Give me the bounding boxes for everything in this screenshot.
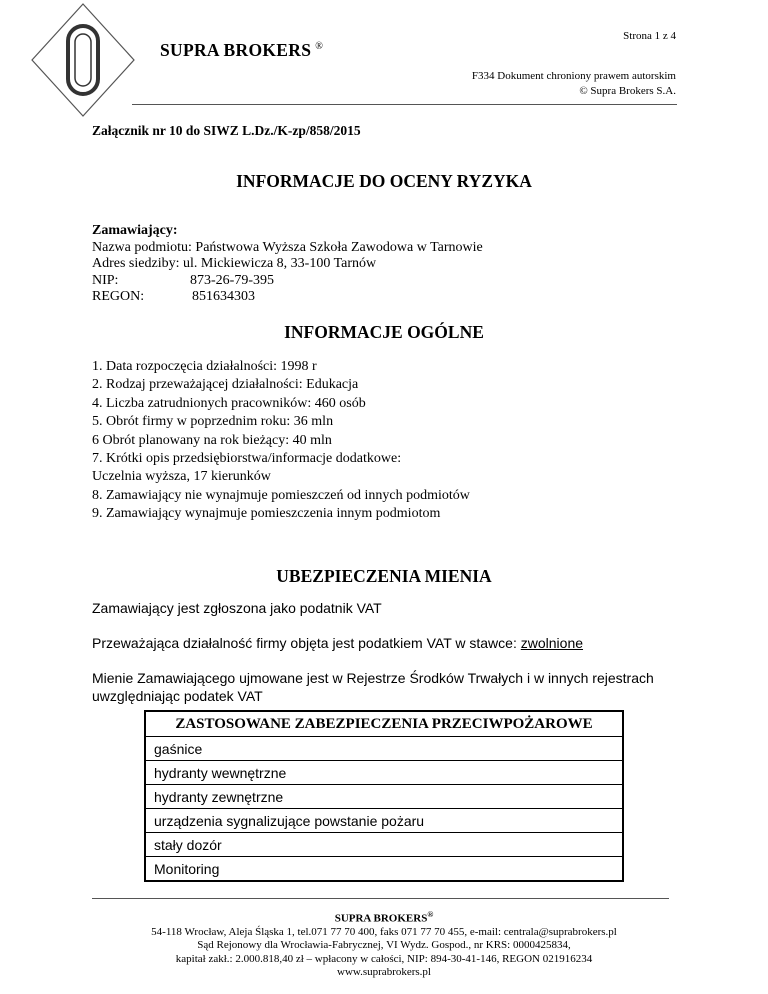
copyright-notice: F334 Dokument chroniony prawem autorskim © Supra Brokers S.A.	[471, 70, 676, 97]
list-item: 5. Obrót firmy w poprzednim roku: 36 mln	[92, 414, 334, 430]
registered-mark: ®	[315, 41, 324, 53]
list-item: 2. Rodzaj przeważającej działalności: Edukacja	[92, 377, 359, 393]
general-info-list	[92, 358, 470, 524]
header-divider	[132, 104, 677, 105]
annex-reference: Załącznik nr 10 do SIWZ L.Dz./K-zp/858/2015	[92, 123, 361, 138]
ordering-party-block	[92, 223, 483, 306]
vat-rate-value: zwolnione	[520, 635, 584, 651]
vat-status: Zamawiający jest zgłoszona jako podatnik VAT	[92, 600, 382, 616]
asset-register-note: Mienie Zamawiającego ujmowane jest w Rejestrze Środków Trwałych i w innych rejestrach uwzględniając podatek VAT	[92, 670, 654, 704]
footer-address: 54-118 Wrocław, Aleja Śląska 1, tel.071 77 70 400, faks 071 77 70 455, e-mail: centrala@suprabrokers.pl	[151, 926, 617, 939]
ordering-party-nip: NIP: 873-26-79-395	[92, 272, 274, 288]
page-number: Strona 1 z 4	[623, 30, 676, 42]
list-item: 6 Obrót planowany na rok bieżący: 40 mln	[92, 432, 332, 448]
fire-protection-table	[145, 711, 623, 881]
table-row: urządzenia sygnalizujące powstanie pożaru	[146, 809, 623, 833]
ordering-party-heading: Zamawiający:	[92, 223, 178, 238]
ordering-party-address: Adres siedziby: ul. Mickiewicza 8, 33-100 Tarnów	[92, 256, 377, 272]
fire-protection-header: ZASTOSOWANE ZABEZPIECZENIA PRZECIWPOŻAROWE	[146, 712, 623, 737]
ordering-party-name: Nazwa podmiotu: Państwowa Wyższa Szkoła Zawodowa w Tarnowie	[92, 239, 483, 255]
table-row: Monitoring	[146, 857, 623, 881]
supra-brokers-logo	[28, 0, 138, 120]
list-item: 9. Zamawiający wynajmuje pomieszczenia innym podmiotom	[92, 506, 441, 522]
list-item: 7. Krótki opis przedsiębiorstwa/informacje dodatkowe:	[92, 451, 402, 467]
footer-court: Sąd Rejonowy dla Wrocławia-Fabrycznej, VI Wydz. Gospod., nr KRS: 0000425834,	[197, 939, 571, 952]
title-property-insurance: UBEZPIECZENIA MIENIA	[276, 566, 492, 586]
title-general-info: INFORMACJE OGÓLNE	[284, 322, 484, 342]
table-row: hydranty wewnętrzne	[146, 761, 623, 785]
brand-name: SUPRA BROKERS ®	[160, 40, 324, 60]
list-item: 4. Liczba zatrudnionych pracowników: 460 osób	[92, 395, 366, 411]
footer-divider	[92, 898, 669, 899]
footer-website: www.suprabrokers.pl	[337, 966, 431, 979]
table-row: hydranty zewnętrzne	[146, 785, 623, 809]
list-item: Uczelnia wyższa, 17 kierunków	[92, 469, 271, 485]
table-row: stały dozór	[146, 833, 623, 857]
footer-brand: SUPRA BROKERS®	[334, 910, 434, 925]
title-risk-info: INFORMACJE DO OCENY RYZYKA	[236, 171, 532, 191]
vat-rate: Przeważająca działalność firmy objęta jest podatkiem VAT w stawce: zwolnione	[92, 635, 584, 651]
ordering-party-regon: REGON: 851634303	[92, 289, 255, 305]
list-item: 8. Zamawiający nie wynajmuje pomieszczeń od innych podmiotów	[92, 487, 470, 503]
footer	[0, 908, 768, 980]
list-item: 1. Data rozpoczęcia działalności: 1998 r	[92, 359, 317, 374]
footer-capital: kapitał zakł.: 2.000.818,40 zł – wpłacony w całości, NIP: 894-30-41-146, REGON 021916234	[175, 952, 593, 965]
table-row: gaśnice	[146, 737, 623, 761]
